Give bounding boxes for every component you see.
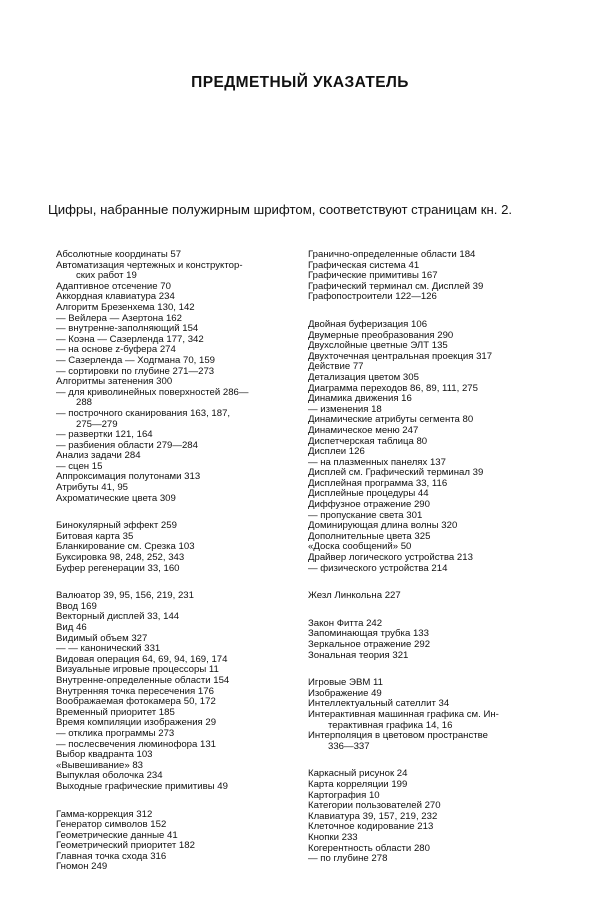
- index-entry: Видимый объем 327: [56, 632, 148, 644]
- index-entry: — внутренне-заполняющий 154: [56, 323, 199, 335]
- index-entry: Графический терминал см. Дисплей 39: [308, 280, 484, 292]
- index-entry: Дисплейные процедуры 44: [308, 488, 429, 500]
- index-entry: Временный приоритет 185: [56, 706, 175, 718]
- index-entry: Категории пользователей 270: [308, 800, 441, 812]
- index-entry: Аккордная клавиатура 234: [56, 291, 175, 303]
- index-entry: Клавиатура 39, 157, 219, 232: [308, 810, 438, 822]
- index-entry: — для криволинейных поверхностей 286—: [56, 386, 249, 398]
- index-entry: Буксировка 98, 248, 252, 343: [56, 552, 185, 564]
- index-entry: Геометрические данные 41: [56, 829, 178, 841]
- index-entry: Двумерные преобразования 290: [308, 329, 454, 341]
- index-entry: — построчного сканирования 163, 187,: [56, 407, 231, 419]
- index-entry: — на плазменных панелях 137: [308, 456, 446, 468]
- index-entry: Битовая карта 35: [56, 530, 134, 542]
- group-spacer: [308, 303, 570, 320]
- index-entry: Дополнительные цвета 325: [308, 530, 431, 542]
- index-entry: Выбор квадранта 103: [56, 749, 153, 761]
- index-entry: Зеркальное отражение 292: [308, 639, 431, 650]
- index-entry: Атрибуты 41, 95: [56, 482, 128, 494]
- index-entry: Когерентность области 280: [308, 842, 430, 854]
- index-entry: — изменения 18: [308, 403, 382, 415]
- index-entry: Адаптивное отсечение 70: [56, 280, 171, 292]
- index-entry: Клеточное кодирование 213: [308, 821, 434, 833]
- index-entry: Буфер регенерации 33, 160: [56, 562, 180, 574]
- index-entry: 275—279: [76, 418, 118, 430]
- page-subtitle: Цифры, набранные полужирным шрифтом, соответствуют страницам кн. 2.: [48, 202, 513, 217]
- index-entry: — Вейлера — Азертона 162: [56, 312, 182, 324]
- index-entry: Двойная буферизация 106: [308, 318, 428, 330]
- index-entry: Картография 10: [308, 789, 380, 801]
- index-entry: Гранично-определенные области 184: [308, 249, 476, 260]
- index-entry: Воображаемая фотокамера 50, 172: [56, 696, 216, 708]
- index-entry: Аппроксимация полутонами 313: [56, 471, 201, 483]
- index-entry: терактивная графика 14, 16: [328, 719, 453, 731]
- index-entry: Графические примитивы 167: [308, 270, 438, 282]
- group-spacer: [308, 661, 570, 678]
- index-entry: Бинокулярный эффект 259: [56, 520, 177, 532]
- index-entry: Изображение 49: [308, 687, 382, 699]
- index-entry: Зональная теория 321: [308, 649, 409, 661]
- index-entry: Динамика движения 16: [308, 393, 412, 405]
- index-entry: Запоминающая трубка 133: [308, 628, 429, 640]
- index-entry: Автоматизация чертежных и конструктор-: [56, 259, 243, 271]
- index-entry: Дисплей см. Графический терминал 39: [308, 467, 484, 479]
- index-entry: Интерактивная машинная графика см. Ин-: [308, 708, 499, 720]
- index-entry: Анализ задачи 284: [56, 450, 141, 462]
- index-entry: Двухточечная центральная проекция 317: [308, 350, 493, 362]
- index-entry: Геометрический приоритет 182: [56, 840, 195, 852]
- index-entry: Игровые ЭВМ 11: [308, 677, 383, 689]
- index-entry: — отклика программы 273: [56, 727, 175, 739]
- index-entry: Дисплеи 126: [308, 446, 365, 458]
- index-entry: Абсолютные координаты 57: [56, 249, 182, 260]
- index-entry: — по глубине 278: [308, 853, 388, 865]
- index-entry: 288: [76, 397, 93, 409]
- index-entry: — на основе z-буфера 274: [56, 344, 176, 356]
- page-title: ПРЕДМЕТНЫЙ УКАЗАТЕЛЬ: [191, 74, 409, 91]
- index-entry: Графопостроители 122—126: [308, 291, 437, 303]
- index-entry: Динамические атрибуты сегмента 80: [308, 414, 474, 426]
- index-entry: — развертки 121, 164: [56, 429, 153, 441]
- index-entry: Время компиляции изображения 29: [56, 717, 217, 729]
- index-entry: Выпуклая оболочка 234: [56, 770, 163, 782]
- index-entry: Кнопки 233: [308, 831, 358, 843]
- index-entry: 336—337: [328, 740, 370, 752]
- index-entry: Внутренне-определенные области 154: [56, 674, 230, 686]
- index-entry: Доминирующая длина волны 320: [308, 520, 458, 532]
- index-entry: Драйвер логического устройства 213: [308, 552, 473, 564]
- group-spacer: [56, 504, 296, 521]
- index-entry: — пропускание света 301: [308, 509, 423, 521]
- index-entry: — сортировки по глубине 271—273: [56, 365, 215, 377]
- index-entry: Алгоритмы затенения 300: [56, 376, 173, 388]
- index-entry: Действие 77: [308, 361, 364, 373]
- index-entry: Дисплейная программа 33, 116: [308, 477, 448, 489]
- index-entry: «Вывешивание» 83: [56, 759, 143, 771]
- index-entry: Графическая система 41: [308, 259, 420, 271]
- index-entry: Диспетчерская таблица 80: [308, 435, 428, 447]
- index-entry: — Сазерленда — Ходгмана 70, 159: [56, 354, 215, 366]
- index-entry: Интерполяция в цветовом пространстве: [308, 730, 488, 742]
- index-entry: Вид 46: [56, 622, 87, 633]
- index-column-right: [308, 250, 570, 865]
- index-entry: Ввод 169: [56, 600, 97, 612]
- index-entry: Карта корреляции 199: [308, 778, 408, 790]
- index-entry: Каркасный рисунок 24: [308, 768, 408, 780]
- index-entry: Гамма-коррекция 312: [56, 808, 153, 820]
- index-column-left: [56, 250, 296, 873]
- group-spacer: [56, 793, 296, 810]
- index-entry: Интеллектуальный сателлит 34: [308, 698, 450, 710]
- index-entry: Двухслойные цветные ЭЛТ 135: [308, 340, 448, 352]
- index-entry: Визуальные игровые процессоры 11: [56, 664, 219, 676]
- index-entry: Видовая операция 64, 69, 94, 169, 174: [56, 653, 228, 665]
- index-entry: Жезл Линкольна 227: [308, 590, 401, 602]
- index-entry: Валюатор 39, 95, 156, 219, 231: [56, 590, 194, 602]
- index-entry: Гномон 249: [56, 861, 108, 873]
- index-entry: Внутренняя точка пересечения 176: [56, 685, 214, 697]
- index-entry: — разбиения области 279—284: [56, 439, 198, 451]
- index-entry: — физического устройства 214: [308, 562, 448, 574]
- index-entry: Генератор символов 152: [56, 819, 167, 831]
- index-entry: «Доска сообщений» 50: [308, 541, 412, 553]
- index-entry: Динамическое меню 247: [308, 424, 419, 436]
- index-entry: — — канонический 331: [56, 643, 161, 655]
- group-spacer: [308, 602, 570, 619]
- index-entry: Главная точка схода 316: [56, 850, 167, 862]
- index-entry: Выходные графические примитивы 49: [56, 780, 228, 792]
- index-entry: ских работ 19: [76, 270, 137, 282]
- index-entry: — сцен 15: [56, 460, 103, 472]
- index-entry: Диаграмма переходов 86, 89, 111, 275: [308, 382, 478, 394]
- index-entry: — Коэна — Сазерленда 177, 342: [56, 333, 204, 345]
- group-spacer: [56, 574, 296, 591]
- index-entry: Детализация цветом 305: [308, 371, 419, 383]
- group-spacer: [308, 752, 570, 769]
- index-entry: Алгоритм Брезенхема 130, 142: [56, 301, 195, 313]
- index-entry: Диффузное отражение 290: [308, 499, 430, 511]
- group-spacer: [308, 574, 570, 591]
- index-entry: Векторный дисплей 33, 144: [56, 611, 180, 623]
- index-entry: — послесвечения люминофора 131: [56, 738, 217, 750]
- index-entry: Ахроматические цвета 309: [56, 492, 176, 504]
- index-entry: Бланкирование см. Срезка 103: [56, 541, 195, 553]
- index-entry: Закон Фитта 242: [308, 617, 383, 629]
